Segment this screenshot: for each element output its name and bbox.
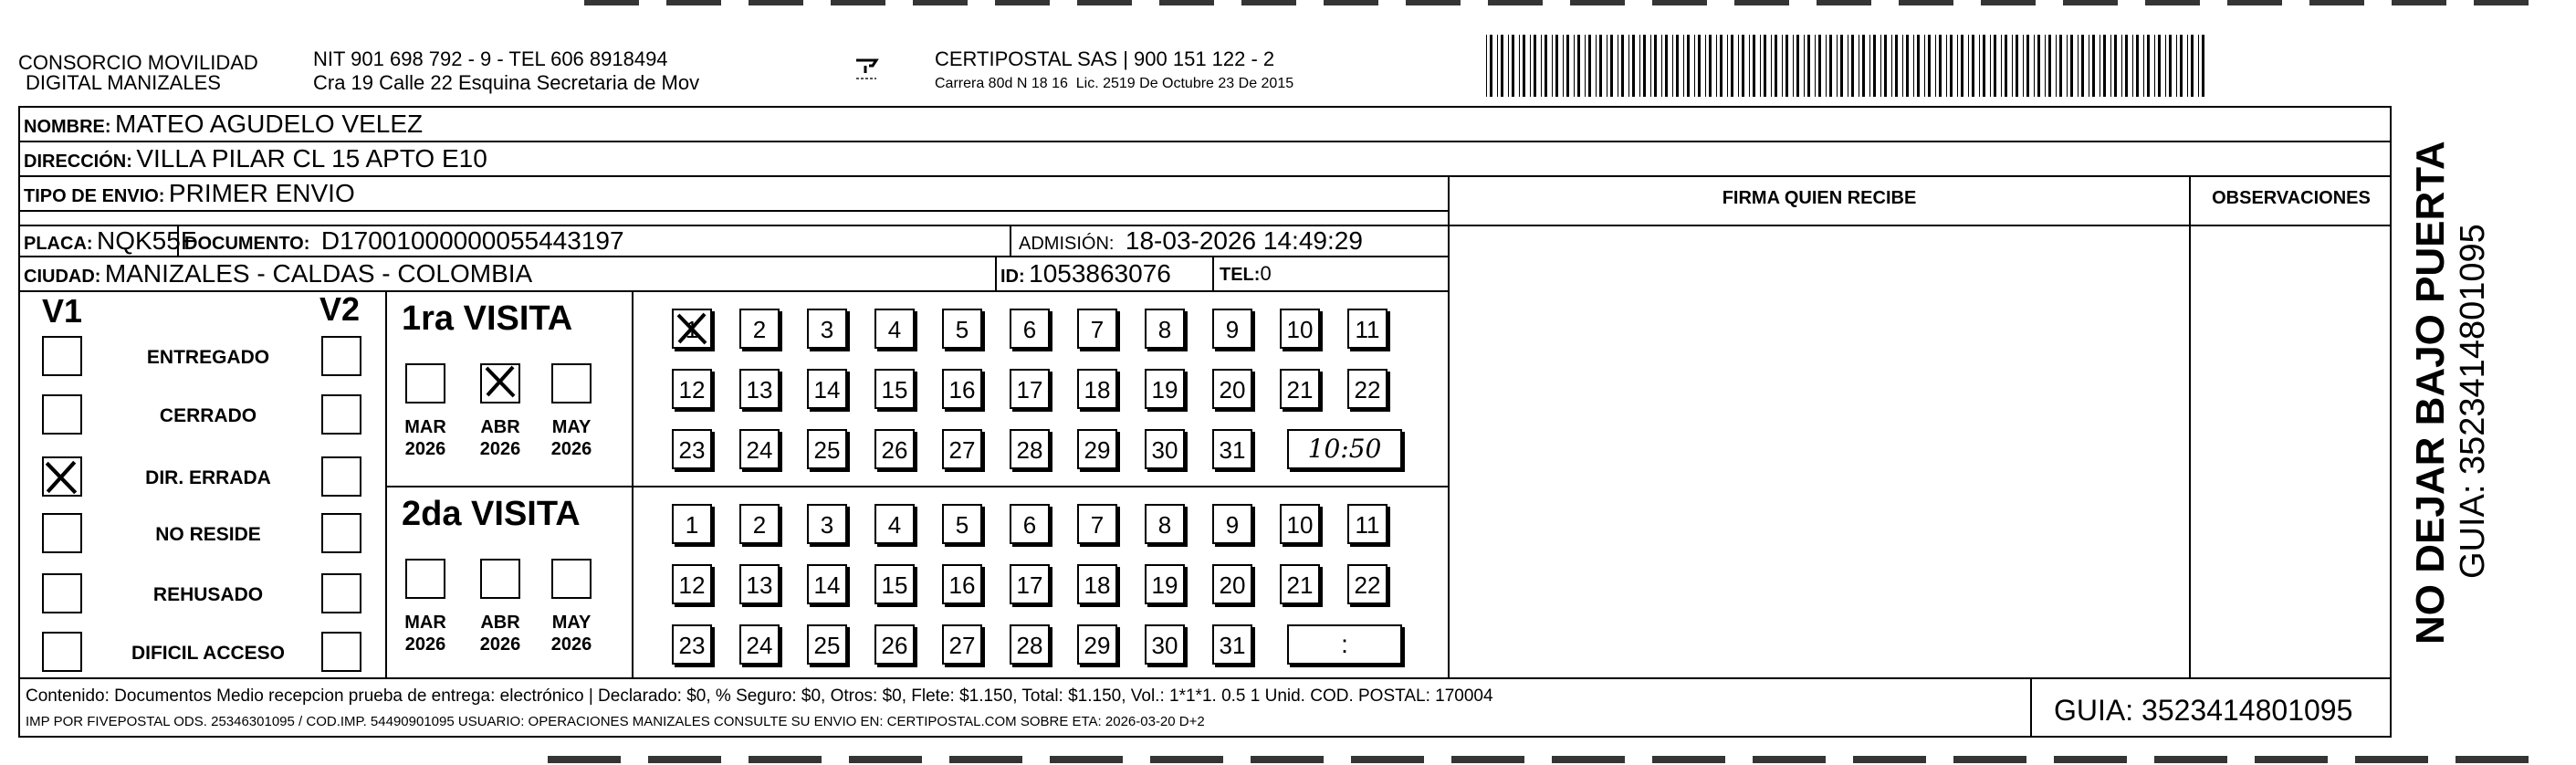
month-name: ABR xyxy=(480,417,520,437)
status-option-label: DIFICIL ACCESO xyxy=(131,643,285,664)
no-leave-under-door-warning: NO DEJAR BAJO PUERTA xyxy=(2408,141,2453,644)
month-label xyxy=(544,612,599,655)
day-checkbox[interactable]: 7 xyxy=(1077,309,1117,349)
day-checkbox[interactable]: 5 xyxy=(942,504,982,544)
month-checkbox[interactable] xyxy=(405,363,445,403)
v2-checkbox[interactable] xyxy=(321,632,361,672)
month-name: ABR xyxy=(480,613,520,633)
day-checkbox[interactable]: 29 xyxy=(1077,429,1117,469)
month-label xyxy=(398,612,453,655)
day-checkbox[interactable]: 8 xyxy=(1145,309,1185,349)
city-label: CIUDAD: xyxy=(24,267,101,287)
v2-checkbox[interactable] xyxy=(321,394,361,435)
name-row xyxy=(24,110,423,143)
day-checkbox[interactable]: 15 xyxy=(874,369,915,409)
shipment-type-label: TIPO DE ENVIO: xyxy=(24,186,165,206)
plate-field xyxy=(24,226,196,260)
day-checkbox[interactable]: 10 xyxy=(1280,504,1320,544)
day-checkbox[interactable]: 5 xyxy=(942,309,982,349)
address-label: DIRECCIÓN: xyxy=(24,152,132,172)
day-checkbox[interactable]: 19 xyxy=(1145,564,1185,604)
v1-label: V1 xyxy=(42,292,83,330)
column-divider xyxy=(2189,175,2191,679)
month-year: 2026 xyxy=(479,439,521,459)
footer-guide-divider xyxy=(2030,677,2032,738)
admission-label: ADMISIÓN: xyxy=(1019,234,1115,254)
day-checkbox[interactable]: 27 xyxy=(942,429,982,469)
v1-checkbox[interactable] xyxy=(42,573,82,613)
day-checkbox[interactable]: 2 xyxy=(739,309,780,349)
day-checkbox[interactable]: 21 xyxy=(1280,369,1320,409)
footer-divider xyxy=(18,677,2392,679)
day-checkbox[interactable]: 6 xyxy=(1010,504,1050,544)
day-checkbox[interactable]: 18 xyxy=(1077,369,1117,409)
day-checkbox[interactable]: 16 xyxy=(942,369,982,409)
status-option-label: DIR. ERRADA xyxy=(145,467,271,488)
month-year: 2026 xyxy=(550,439,592,459)
day-checkbox[interactable]: 21 xyxy=(1280,564,1320,604)
day-checkbox[interactable]: 3 xyxy=(807,504,847,544)
day-checkbox[interactable]: 14 xyxy=(807,369,847,409)
month-name: MAR xyxy=(404,613,446,633)
month-year: 2026 xyxy=(479,634,521,655)
month-checkbox[interactable] xyxy=(551,559,592,599)
status-option-label: NO RESIDE xyxy=(155,524,261,545)
day-checkbox[interactable]: 3 xyxy=(807,309,847,349)
day-checkbox[interactable]: 10 xyxy=(1280,309,1320,349)
day-checkbox[interactable]: 20 xyxy=(1212,564,1252,604)
month-label xyxy=(544,416,599,460)
day-checkbox[interactable]: 9 xyxy=(1212,504,1252,544)
day-checkbox[interactable]: 4 xyxy=(874,504,915,544)
document-admission-divider xyxy=(1010,225,1011,257)
contents-line: Contenido: Documentos Medio recepcion prueba de entrega: electrónico | Declarado: $0, % Seguro: $0, Otros: $0, Flete: $1.150, Total: $1.150, Vol.: 1*1*1. 0.5 1 Unid. COD. POSTAL: 170004 xyxy=(26,686,1493,706)
month-checkbox[interactable] xyxy=(480,559,520,599)
city-field xyxy=(24,259,532,293)
day-checkbox[interactable]: 19 xyxy=(1145,369,1185,409)
day-checkbox[interactable]: 20 xyxy=(1212,369,1252,409)
side-guide-number: GUIA: 3523414801095 xyxy=(2454,224,2492,579)
month-checkbox[interactable] xyxy=(405,559,445,599)
top-torn-edge xyxy=(584,0,2556,5)
month-year: 2026 xyxy=(404,634,446,655)
day-checkbox[interactable]: 6 xyxy=(1010,309,1050,349)
company-nit-line: NIT 901 698 792 - 9 - TEL 606 8918494 xyxy=(313,47,668,70)
day-checkbox[interactable]: 4 xyxy=(874,309,915,349)
day-checkbox[interactable]: 22 xyxy=(1347,369,1387,409)
day-checkbox[interactable]: 15 xyxy=(874,564,915,604)
visit-time-field[interactable]: : xyxy=(1287,624,1402,665)
month-name: MAY xyxy=(551,613,592,633)
status-option-label: CERRADO xyxy=(159,405,257,426)
month-name: MAY xyxy=(551,417,592,437)
day-checkbox[interactable]: 30 xyxy=(1145,429,1185,469)
id-field xyxy=(1000,259,1171,293)
address-value: VILLA PILAR CL 15 APTO E10 xyxy=(136,144,487,173)
day-checkbox[interactable]: 11 xyxy=(1347,504,1387,544)
day-checkbox[interactable]: 28 xyxy=(1010,429,1050,469)
day-checkbox[interactable]: 28 xyxy=(1010,624,1050,665)
day-checkbox[interactable]: 17 xyxy=(1010,564,1050,604)
v2-checkbox[interactable] xyxy=(321,513,361,553)
guide-number-box: GUIA: 3523414801095 xyxy=(2054,694,2353,727)
name-label: NOMBRE: xyxy=(24,117,111,137)
day-checkbox[interactable]: 24 xyxy=(739,624,780,665)
day-checkbox[interactable]: 17 xyxy=(1010,369,1050,409)
day-checkbox[interactable]: 12 xyxy=(672,564,712,604)
day-checkbox[interactable]: 25 xyxy=(807,429,847,469)
status-visit-divider xyxy=(385,290,387,679)
day-checkbox[interactable]: 13 xyxy=(739,369,780,409)
carrier-name-line: CERTIPOSTAL SAS | 900 151 122 - 2 xyxy=(935,47,1275,70)
v1-checkbox[interactable] xyxy=(42,513,82,553)
day-checkbox[interactable]: 9 xyxy=(1212,309,1252,349)
day-checkbox[interactable]: 25 xyxy=(807,624,847,665)
tel-label: TEL: xyxy=(1220,265,1261,285)
day-checkbox[interactable]: 24 xyxy=(739,429,780,469)
day-checkbox[interactable]: 14 xyxy=(807,564,847,604)
bottom-torn-edge xyxy=(548,756,2556,763)
day-checkbox[interactable]: 2 xyxy=(739,504,780,544)
month-label xyxy=(398,416,453,460)
day-checkbox[interactable]: 18 xyxy=(1077,564,1117,604)
v1-checkbox[interactable] xyxy=(42,632,82,672)
carrier-license-line: Carrera 80d N 18 16 Lic. 2519 De Octubre 23 De 2015 xyxy=(935,76,1294,91)
document-label: DOCUMENTO: xyxy=(184,234,310,254)
month-checkbox[interactable] xyxy=(480,363,520,403)
company-address-line: Cra 19 Calle 22 Esquina Secretaria de Mov xyxy=(313,71,700,94)
day-checkbox[interactable]: 26 xyxy=(874,624,915,665)
id-value: 1053863076 xyxy=(1029,259,1171,288)
visit-title: 1ra VISITA xyxy=(402,299,573,338)
observations-column-header: OBSERVACIONES xyxy=(2212,188,2371,208)
day-checkbox[interactable]: 23 xyxy=(672,624,712,665)
city-id-divider xyxy=(995,256,997,292)
day-checkbox[interactable]: 29 xyxy=(1077,624,1117,665)
plate-label: PLACA: xyxy=(24,234,93,254)
company-name-line2: DIGITAL MANIZALES xyxy=(26,71,221,94)
day-checkbox[interactable]: 11 xyxy=(1347,309,1387,349)
address-row xyxy=(24,144,487,178)
v2-checkbox[interactable] xyxy=(321,573,361,613)
plate-value: NQK55F xyxy=(97,226,196,255)
month-day-divider xyxy=(632,290,634,679)
company-name-line1: CONSORCIO MOVILIDAD xyxy=(18,51,258,74)
month-year: 2026 xyxy=(550,634,592,655)
visit-divider xyxy=(385,486,1450,487)
shipment-type-row xyxy=(24,179,355,213)
v2-label: V2 xyxy=(319,290,361,328)
tel-field xyxy=(1220,259,1272,291)
v1-checkbox[interactable] xyxy=(42,336,82,376)
name-value: MATEO AGUDELO VELEZ xyxy=(115,110,424,138)
visit-time-field[interactable]: 10:50 xyxy=(1287,429,1402,469)
day-checkbox[interactable]: 13 xyxy=(739,564,780,604)
month-label xyxy=(473,416,528,460)
day-checkbox[interactable]: 12 xyxy=(672,369,712,409)
day-checkbox[interactable]: 1 xyxy=(672,504,712,544)
day-checkbox[interactable]: 31 xyxy=(1212,429,1252,469)
tel-value: 0 xyxy=(1260,262,1272,285)
shipment-type-value: PRIMER ENVIO xyxy=(168,179,355,207)
print-info-line: IMP POR FIVEPOSTAL ODS. 25346301095 / COD.IMP. 54490901095 USUARIO: OPERACIONES MANIZALES CONSULTE SU ENVIO EN: CERTIPOSTAL.COM SOBRE ETA: 2026-03-20 D+2 xyxy=(26,714,1205,729)
day-checkbox[interactable]: 7 xyxy=(1077,504,1117,544)
month-label xyxy=(473,612,528,655)
v2-checkbox[interactable] xyxy=(321,456,361,497)
month-checkbox[interactable] xyxy=(551,363,592,403)
admission-field xyxy=(1019,226,1363,260)
v2-checkbox[interactable] xyxy=(321,336,361,376)
v1-checkbox[interactable] xyxy=(42,394,82,435)
city-value: MANIZALES - CALDAS - COLOMBIA xyxy=(104,259,533,288)
day-checkbox[interactable]: 30 xyxy=(1145,624,1185,665)
document-field xyxy=(184,226,624,260)
visit-title: 2da VISITA xyxy=(402,495,581,533)
day-checkbox[interactable]: 27 xyxy=(942,624,982,665)
v1-checkbox[interactable] xyxy=(42,456,82,497)
signature-column-header: FIRMA QUIEN RECIBE xyxy=(1722,188,1917,208)
day-checkbox[interactable]: 26 xyxy=(874,429,915,469)
day-checkbox[interactable]: 16 xyxy=(942,564,982,604)
status-option-label: ENTREGADO xyxy=(146,347,270,368)
admission-value: 18-03-2026 14:49:29 xyxy=(1125,226,1363,255)
day-checkbox[interactable]: 23 xyxy=(672,429,712,469)
id-label: ID: xyxy=(1000,267,1025,287)
day-checkbox[interactable]: 31 xyxy=(1212,624,1252,665)
day-checkbox[interactable]: 8 xyxy=(1145,504,1185,544)
tracking-barcode xyxy=(1486,35,2207,97)
certipostal-logo-icon xyxy=(853,53,880,89)
month-name: MAR xyxy=(404,417,446,437)
month-year: 2026 xyxy=(404,439,446,459)
day-checkbox[interactable]: 22 xyxy=(1347,564,1387,604)
document-value: D17001000000055443197 xyxy=(320,226,624,255)
column-divider xyxy=(1448,175,1450,679)
status-option-label: REHUSADO xyxy=(152,584,264,605)
day-checkbox[interactable]: 1 xyxy=(672,309,712,349)
id-tel-divider xyxy=(1212,256,1214,292)
